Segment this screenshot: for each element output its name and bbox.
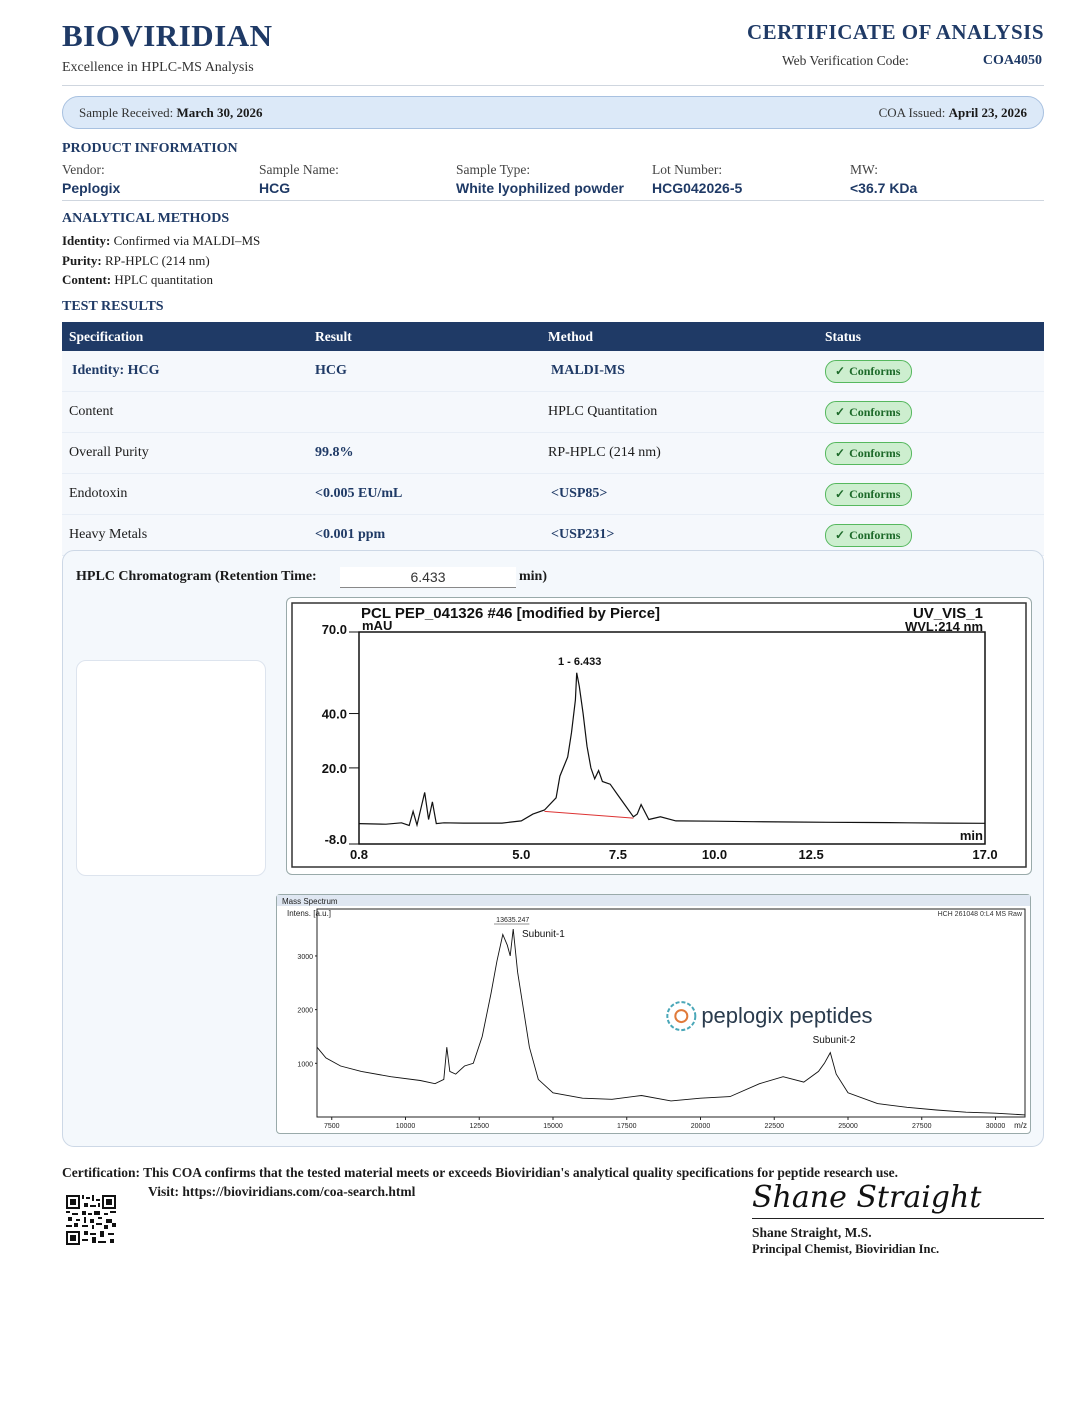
x-tick-label: 27500 bbox=[912, 1123, 932, 1130]
x-tick-label: 15000 bbox=[543, 1123, 563, 1130]
y-tick-label: 1000 bbox=[297, 1061, 313, 1069]
retention-time-value: 6.433 bbox=[340, 567, 516, 588]
spec-cell: Overall Purity bbox=[62, 433, 308, 474]
header-divider bbox=[62, 85, 1044, 86]
field-label: Sample Type: bbox=[456, 162, 531, 177]
column-header: Result bbox=[308, 322, 541, 351]
result-cell: 99.8% bbox=[308, 433, 541, 474]
method-identity bbox=[62, 233, 260, 249]
sample-type-field bbox=[456, 162, 624, 196]
document-title: CERTIFICATE OF ANALYSIS bbox=[746, 20, 1044, 44]
certification-statement bbox=[62, 1165, 898, 1181]
dates-banner bbox=[62, 96, 1044, 129]
chart-border bbox=[292, 603, 1026, 867]
result-cell bbox=[308, 392, 541, 433]
spec-cell: Endotoxin bbox=[62, 474, 308, 515]
x-tick-label: 5.0 bbox=[512, 847, 531, 862]
peak-label: 1 - 6.433 bbox=[557, 655, 602, 668]
file-label: HCH 261048 0:L4 MS Raw bbox=[937, 911, 1022, 918]
y-tick-label: 70.0 bbox=[321, 622, 347, 637]
field-value: <36.7 KDa bbox=[850, 180, 918, 196]
status-cell bbox=[818, 474, 1044, 515]
peak-baseline bbox=[544, 811, 633, 818]
method-cell: RP-HPLC (214 nm) bbox=[541, 433, 818, 474]
method-cell: MALDI-MS bbox=[541, 351, 818, 392]
results-table bbox=[62, 322, 1044, 556]
spec-cell: Content bbox=[62, 392, 308, 433]
signatory-name: Shane Straight, M.S. bbox=[752, 1225, 872, 1240]
mw-field bbox=[850, 162, 917, 196]
y-tick-label: 2000 bbox=[297, 1007, 313, 1015]
spec-cell: Heavy Metals bbox=[62, 515, 308, 556]
table-row bbox=[62, 392, 1044, 433]
check-icon: ✓ bbox=[835, 486, 846, 501]
x-tick-label: 7500 bbox=[323, 1123, 340, 1130]
mass-spectrum-chart bbox=[277, 895, 1030, 1133]
field-value: HCG bbox=[259, 180, 291, 196]
x-tick-label: 17500 bbox=[617, 1123, 637, 1130]
plot-area bbox=[359, 632, 985, 844]
plot-area bbox=[317, 909, 1025, 1117]
check-icon: ✓ bbox=[835, 527, 846, 542]
status-text: Conforms bbox=[849, 527, 901, 542]
spectrum-trace bbox=[317, 929, 1025, 1115]
table-header-row bbox=[62, 322, 1044, 351]
subunit-2-label: Subunit-2 bbox=[812, 1034, 856, 1046]
watermark-text: peplogix peptides bbox=[701, 1003, 873, 1029]
table-row bbox=[62, 351, 1044, 392]
field-label: Sample Name: bbox=[259, 162, 339, 177]
wavelength-label: WVL:214 nm bbox=[904, 619, 983, 634]
x-tick-label: 10.0 bbox=[701, 847, 728, 862]
blank-card bbox=[76, 660, 266, 876]
window-title-bar bbox=[277, 895, 1030, 906]
x-tick-label: 7.5 bbox=[608, 847, 627, 862]
status-badge bbox=[825, 524, 912, 547]
verification-code: COA4050 bbox=[982, 53, 1042, 68]
result-cell: HCG bbox=[308, 351, 541, 392]
column-header: Method bbox=[541, 322, 818, 351]
field-value: White lyophilized powder bbox=[456, 180, 624, 196]
peak-mass-label: 13635.247 bbox=[496, 917, 530, 924]
status-badge bbox=[825, 442, 912, 465]
methods-title: ANALYTICAL METHODS bbox=[62, 211, 230, 226]
status-text: Conforms bbox=[849, 486, 901, 501]
mass-spectrum-frame bbox=[276, 894, 1031, 1134]
subunit-1-label: Subunit-1 bbox=[522, 929, 565, 941]
x-tick-label: 25000 bbox=[838, 1123, 858, 1130]
method-value: Confirmed via MALDI–MS bbox=[113, 233, 261, 248]
y-axis-label: Intens. [a.u.] bbox=[287, 909, 332, 918]
visit-link[interactable]: Visit: https://bioviridians.com/coa-search.html bbox=[148, 1184, 416, 1199]
tagline: Excellence in HPLC-MS Analysis bbox=[62, 60, 254, 75]
table-row bbox=[62, 474, 1044, 515]
method-label: Content: bbox=[62, 272, 112, 287]
method-label: Purity: bbox=[62, 253, 102, 268]
result-cell: <0.001 ppm bbox=[308, 515, 541, 556]
hplc-chart-frame bbox=[286, 597, 1032, 875]
status-text: Conforms bbox=[849, 445, 901, 460]
signature-image: Shane Straight bbox=[752, 1180, 982, 1215]
channel-label: UV_VIS_1 bbox=[912, 605, 983, 622]
y-tick-label: 3000 bbox=[297, 953, 313, 961]
x-tick-label: 10000 bbox=[395, 1123, 416, 1130]
field-label: Lot Number: bbox=[652, 162, 723, 177]
y-tick-label: 40.0 bbox=[321, 706, 347, 722]
x-axis-label: min bbox=[959, 828, 983, 843]
y-tick-label: -8.0 bbox=[324, 832, 347, 847]
column-header: Specification bbox=[62, 322, 308, 351]
method-value: RP-HPLC (214 nm) bbox=[104, 253, 210, 268]
field-value: Peplogix bbox=[62, 180, 121, 196]
spec-cell: Identity: HCG bbox=[62, 351, 308, 392]
x-tick-label: 30000 bbox=[985, 1123, 1006, 1130]
sample-name-field bbox=[259, 162, 339, 196]
status-badge bbox=[825, 401, 912, 424]
method-content bbox=[62, 272, 213, 288]
field-label: MW: bbox=[850, 162, 878, 177]
product-info-title: PRODUCT INFORMATION bbox=[62, 141, 238, 156]
issued-value: April 23, 2026 bbox=[948, 105, 1027, 120]
status-badge bbox=[825, 483, 912, 506]
product-divider bbox=[62, 200, 1044, 201]
brand-logo-text: BIOVIRIDIAN bbox=[62, 18, 273, 53]
peptide-logo-icon bbox=[667, 1002, 695, 1030]
certification-text: This COA confirms that the tested material meets or exceeds Bioviridian's analytical quality specifications for peptide research use. bbox=[143, 1165, 899, 1180]
x-axis-label: m/z bbox=[1014, 1121, 1027, 1130]
signatory-title: Principal Chemist, Bioviridian Inc. bbox=[752, 1242, 940, 1256]
status-text: Conforms bbox=[849, 404, 901, 419]
x-tick-label: 12500 bbox=[469, 1123, 489, 1130]
signature-line bbox=[752, 1218, 1044, 1219]
check-icon: ✓ bbox=[835, 445, 846, 460]
x-tick-label: 0.8 bbox=[349, 847, 369, 862]
y-axis-label: mAU bbox=[362, 618, 393, 633]
retention-time-unit: min) bbox=[519, 569, 547, 584]
received-label: Sample Received: bbox=[79, 105, 174, 120]
sample-received bbox=[79, 105, 263, 121]
y-tick-label: 20.0 bbox=[321, 760, 347, 776]
lot-number-field bbox=[652, 162, 742, 196]
peptide-logo-icon bbox=[675, 1010, 687, 1022]
field-label: Vendor: bbox=[62, 162, 105, 177]
field-value: HCG042026-5 bbox=[652, 180, 743, 196]
table-row bbox=[62, 433, 1044, 474]
verification-label: Web Verification Code: bbox=[782, 53, 909, 68]
status-cell bbox=[818, 392, 1044, 433]
chromatogram-title: HPLC Chromatogram (Retention Time: bbox=[76, 569, 317, 584]
method-value: HPLC quantitation bbox=[114, 272, 213, 287]
status-badge bbox=[825, 360, 912, 383]
method-cell: HPLC Quantitation bbox=[541, 392, 818, 433]
status-text: Conforms bbox=[849, 363, 901, 378]
received-value: March 30, 2026 bbox=[176, 105, 263, 120]
coa-issued bbox=[879, 105, 1027, 121]
column-header: Status bbox=[818, 322, 1044, 351]
x-tick-label: 17.0 bbox=[972, 847, 998, 862]
x-tick-label: 12.5 bbox=[798, 847, 824, 862]
x-tick-label: 22500 bbox=[764, 1123, 784, 1130]
qr-code-icon bbox=[66, 1195, 116, 1245]
method-cell: <USP85> bbox=[541, 474, 818, 515]
vendor-field bbox=[62, 162, 120, 196]
method-cell: <USP231> bbox=[541, 515, 818, 556]
x-tick-label: 20000 bbox=[690, 1123, 711, 1130]
certification-label: Certification: bbox=[62, 1165, 140, 1180]
status-cell bbox=[818, 351, 1044, 392]
results-title: TEST RESULTS bbox=[62, 299, 164, 314]
method-label: Identity: bbox=[62, 233, 111, 248]
method-purity bbox=[62, 253, 210, 269]
chromatogram-trace bbox=[359, 673, 985, 826]
result-cell: <0.005 EU/mL bbox=[308, 474, 541, 515]
check-icon: ✓ bbox=[835, 363, 846, 378]
chart-title: Mass Spectrum bbox=[282, 897, 338, 906]
check-icon: ✓ bbox=[835, 404, 846, 419]
hplc-chart bbox=[287, 598, 1031, 874]
status-cell bbox=[818, 433, 1044, 474]
issued-label: COA Issued: bbox=[878, 105, 946, 120]
chart-title: PCL PEP_041326 #46 [modified by Pierce] bbox=[361, 605, 661, 622]
